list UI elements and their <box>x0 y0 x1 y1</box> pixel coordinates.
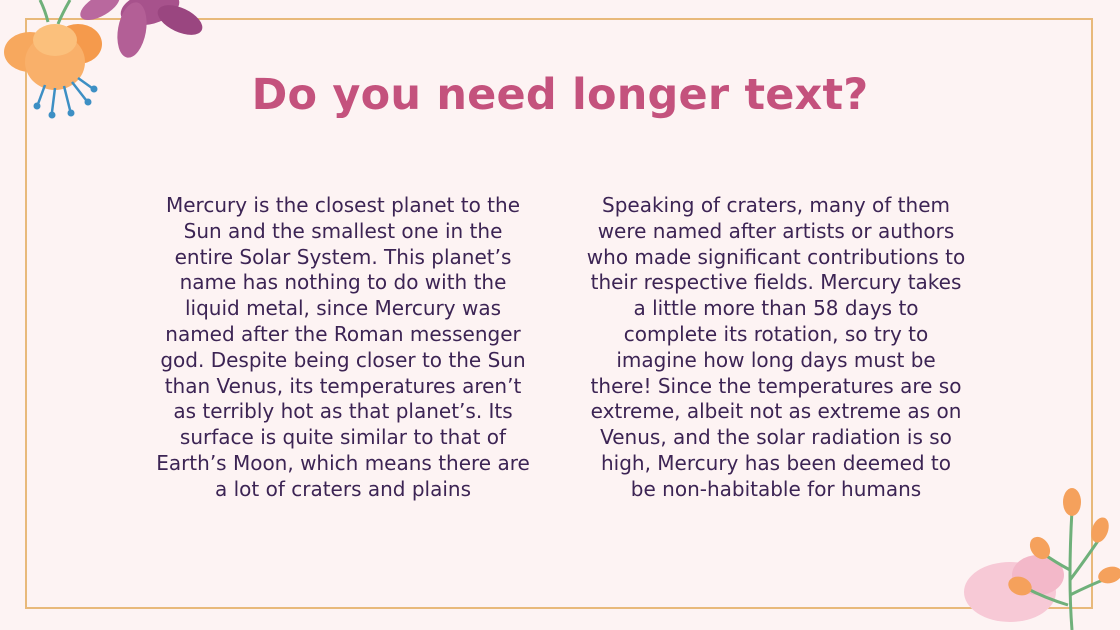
flower-cluster-bottom-right-icon <box>960 480 1120 630</box>
slide-title: Do you need longer text? <box>251 70 869 120</box>
left-text-column: Mercury is the closest planet to the Sun and the smallest one in the entire Solar System. This planet’s name has nothing to do with the liquid metal, since Mercury was named after the Roman messenger god. Despite being closer to the Sun than Venus, its temperatures aren’t as terribly hot as that planet’s. Its surface is quite similar to that of Earth’s Moon, which means there are a lot of craters and plains <box>156 193 530 501</box>
right-text-column: Speaking of craters, many of them were named after artists or authors who made significant contributions to their respective fields. Mercury takes a little more than 58 days to complete its rotation, so try to imagine how long days must be there! Since the temperatures are so extreme, albeit not as extreme as on Venus, and the solar radiation is so high, Mercury has been deemed to be non-habitable for humans <box>586 193 966 501</box>
